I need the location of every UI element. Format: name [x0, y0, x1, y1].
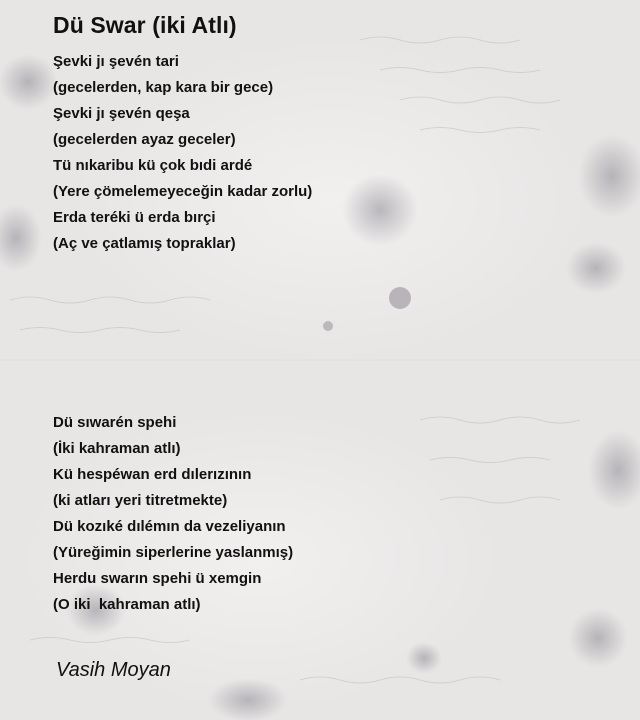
poem-line: (Yüreğimin siperlerine yaslanmış): [53, 544, 294, 561]
poem-line: Tü nıkaribu kü çok bıdi ardé: [53, 157, 253, 174]
poem-author: Vasih Moyan: [56, 659, 171, 681]
poem-line: (Aç ve çatlamış topraklar): [53, 235, 236, 252]
poem-line: (İki kahraman atlı): [53, 440, 181, 457]
poem: [53, 12, 613, 681]
poem-line: Dü sıwarén spehi: [53, 414, 177, 431]
poem-line: (O iki kahraman atlı): [53, 596, 201, 613]
poem-line: (gecelerden ayaz geceler): [53, 131, 236, 148]
poem-line: (Yere çömelemeyeceğin kadar zorlu): [53, 183, 313, 200]
poem-line: Herdu swarın spehi ü xemgin: [53, 570, 262, 587]
poem-line: Dü kozıké dılémın da vezeliyanın: [53, 518, 286, 535]
poem-line: Kü hespéwan erd dılerızının: [53, 466, 252, 483]
poem-line: (ki atları yeri titretmekte): [53, 492, 228, 509]
stanza-2: [53, 410, 293, 618]
stanza-1: [53, 49, 613, 257]
poem-line: Erda teréki ü erda bırçi: [53, 209, 216, 226]
poem-line: (gecelerden, kap kara bir gece): [53, 79, 274, 96]
poem-title: Dü Swar (iki Atlı): [53, 12, 237, 38]
poem-line: Şevki jı şevén tari: [53, 53, 179, 70]
poem-line: Şevki jı şevén qeşa: [53, 105, 190, 122]
